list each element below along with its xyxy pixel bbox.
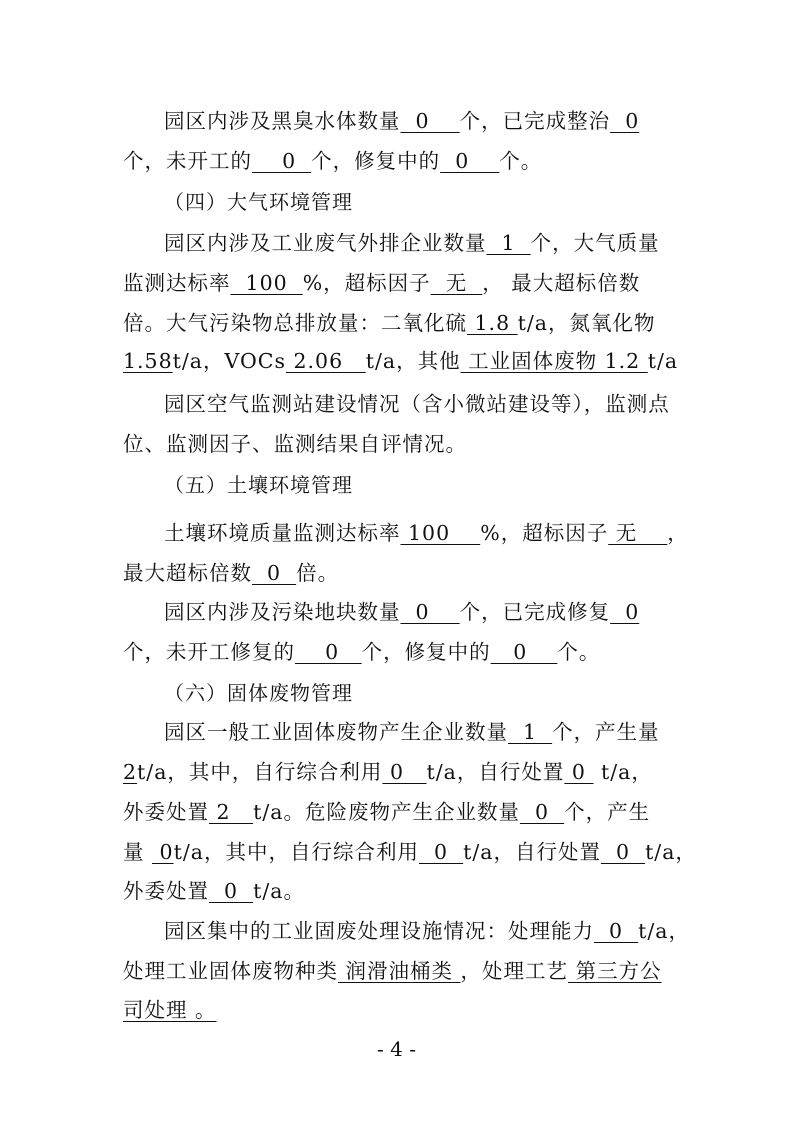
text-segment: （六）固体废物管理 — [164, 681, 353, 705]
filled-blank: 0 — [440, 149, 500, 173]
text-segment: t/a，氮氧化物 — [517, 311, 656, 335]
filled-blank: 0 — [490, 640, 558, 664]
text-segment: 园区一般工业固体废物产生企业数量 — [164, 720, 508, 744]
text-segment: t/a，VOCs — [172, 349, 286, 373]
text-segment: 外委处置 — [123, 879, 209, 903]
text-segment: 个，未开工的 — [123, 149, 252, 173]
text-segment: t/a，自行处置 — [463, 840, 601, 864]
text-line — [164, 107, 639, 135]
filled-blank: 0 — [209, 879, 254, 903]
text-segment: 倍。 — [296, 561, 340, 585]
text-segment: 个，产生量 — [552, 720, 660, 744]
text-line — [123, 758, 653, 786]
filled-blank: 0 — [295, 640, 362, 664]
filled-blank: 0 — [382, 760, 427, 784]
filled-blank: 1.8 — [467, 311, 518, 335]
text-segment: 处理工业固体废物种类 — [123, 959, 338, 983]
text-segment: 监测达标率 — [123, 271, 231, 295]
text-segment: （四）大气环境管理 — [164, 190, 353, 214]
text-segment: t/a。 — [253, 879, 305, 903]
text-segment: 土壤环境质量监测达标率 — [164, 521, 401, 545]
text-segment: t/a，其中，自行综合利用 — [173, 840, 419, 864]
text-segment: 个，已完成修复 — [459, 600, 611, 624]
text-segment: 个，修复中的 — [311, 149, 441, 173]
text-segment: （五）土壤环境管理 — [164, 473, 353, 497]
filled-blank: 0 — [519, 800, 565, 824]
text-line — [123, 996, 217, 1024]
text-line — [164, 917, 690, 945]
text-segment: t/a。危险废物产生企业数量 — [253, 800, 520, 824]
text-line — [123, 430, 467, 458]
text-line — [123, 798, 650, 826]
filled-blank: 0 — [600, 840, 646, 864]
text-segment: 园区集中的工业固废处理设施情况：处理能力 — [164, 919, 594, 943]
filled-blank: 司处理 。 — [123, 998, 217, 1022]
text-segment: 最大超标倍数 — [123, 561, 252, 585]
text-line — [164, 229, 660, 257]
filled-blank: 0 — [610, 109, 640, 133]
filled-blank: 0 — [400, 109, 460, 133]
text-line — [123, 638, 600, 666]
text-line — [164, 718, 660, 746]
text-segment: t/a， — [645, 840, 697, 864]
text-segment: 园区内涉及污染地块数量 — [164, 600, 401, 624]
text-segment: 外委处置 — [123, 800, 209, 824]
text-line — [164, 390, 670, 418]
filled-blank: 0 — [564, 760, 594, 784]
text-segment: 量 — [123, 840, 153, 864]
text-line — [123, 147, 542, 175]
text-segment: %，超标因子 — [302, 271, 431, 295]
text-segment: 园区内涉及工业废气外排企业数量 — [164, 231, 487, 255]
text-segment: t/a，自行处置 — [426, 760, 565, 784]
filled-blank: 0 — [252, 561, 297, 585]
text-line — [123, 877, 305, 905]
section-heading — [164, 679, 353, 707]
text-line — [123, 269, 640, 297]
text-line — [123, 559, 339, 587]
page-number: - 4 - — [377, 1037, 416, 1061]
text-segment: ， 最大超标倍数 — [482, 271, 641, 295]
text-segment: 园区空气监测站建设情况（含小微站建设等），监测点 — [164, 392, 670, 416]
text-line — [164, 519, 689, 547]
text-segment: ， — [667, 521, 689, 545]
section-heading — [164, 188, 353, 216]
text-segment: 个，未开工修复的 — [123, 640, 295, 664]
text-segment: 个。 — [557, 640, 601, 664]
text-line — [123, 309, 656, 337]
filled-blank: 0 — [418, 840, 464, 864]
filled-blank: 0 — [594, 919, 639, 943]
text-line — [123, 957, 662, 985]
filled-blank: 2.06 — [285, 349, 366, 373]
filled-blank: 2 — [209, 800, 254, 824]
text-segment: 个，已完成整治 — [459, 109, 611, 133]
section-heading — [164, 471, 353, 499]
text-segment: 个，产生 — [564, 800, 651, 824]
text-segment: t/a， — [593, 760, 653, 784]
text-segment: ，处理工艺 — [460, 959, 569, 983]
filled-blank: 1 — [486, 231, 531, 255]
filled-blank: 0 — [610, 600, 640, 624]
filled-blank: 0 — [252, 149, 312, 173]
filled-blank: 第三方公 — [568, 959, 662, 983]
text-segment: 个，大气质量 — [530, 231, 660, 255]
text-segment: t/a，其中，自行综合利用 — [137, 760, 383, 784]
text-segment: %，超标因子 — [480, 521, 609, 545]
filled-blank: 1.58 — [123, 349, 173, 373]
text-segment: 位、监测因子、监测结果自评情况。 — [123, 432, 467, 456]
text-segment: 个。 — [499, 149, 543, 173]
filled-blank: 无 — [608, 521, 668, 545]
filled-blank: 100 — [400, 521, 481, 545]
filled-blank: 2 — [123, 760, 138, 784]
filled-blank: 工业固体废物 1.2 — [460, 349, 648, 373]
text-segment: 个，修复中的 — [361, 640, 491, 664]
text-segment: 园区内涉及黑臭水体数量 — [164, 109, 401, 133]
filled-blank: 无 — [430, 271, 483, 295]
filled-blank: 润滑油桶类 — [338, 959, 461, 983]
text-line — [164, 598, 639, 626]
text-segment: 倍。大气污染物总排放量：二氧化硫 — [123, 311, 467, 335]
filled-blank: 0 — [152, 840, 174, 864]
text-line — [123, 838, 697, 866]
filled-blank: 1 — [508, 720, 553, 744]
text-segment: t/a，其他 — [365, 349, 461, 373]
filled-blank: 0 — [400, 600, 460, 624]
text-segment: t/a， — [638, 919, 690, 943]
text-segment: t/a — [647, 349, 679, 373]
text-line — [123, 347, 678, 375]
filled-blank: 100 — [230, 271, 303, 295]
